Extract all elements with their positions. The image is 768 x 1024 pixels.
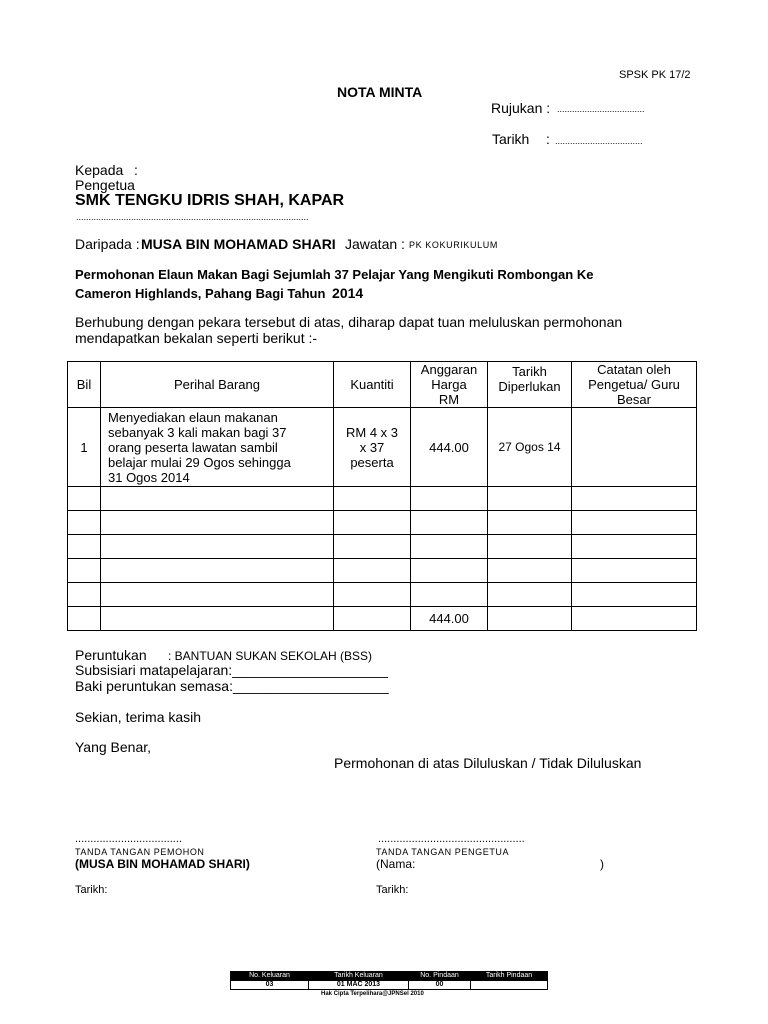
cell-perihal bbox=[101, 408, 334, 487]
table-total-row bbox=[68, 607, 697, 631]
revision-header-row bbox=[231, 972, 548, 981]
revision-value: 01 MAC 2013 bbox=[309, 981, 409, 990]
sender-name: MUSA BIN MOHAMAD SHARI bbox=[141, 236, 336, 252]
header-bil: Bil bbox=[68, 362, 101, 408]
header-harga-line: RM bbox=[438, 392, 460, 407]
revision-header: Tarikh Keluaran bbox=[309, 972, 409, 981]
revision-header: Tarikh Pindaan bbox=[471, 972, 548, 981]
daripada-label: Daripada : bbox=[75, 236, 140, 252]
subject-line-2-text: Cameron Highlands, Pahang Bagi Tahun bbox=[75, 286, 326, 301]
sekian-text: Sekian, terima kasih bbox=[75, 709, 202, 725]
approval-text: Permohonan di atas Diluluskan / Tidak Diluluskan bbox=[334, 755, 642, 771]
principal-signature-line: ................................................ bbox=[378, 833, 525, 845]
header-tarikh-line: Tarikh bbox=[512, 364, 547, 379]
document-title: NOTA MINTA bbox=[337, 84, 423, 100]
table-row-empty bbox=[68, 487, 697, 511]
cell-harga: 444.00 bbox=[411, 408, 488, 487]
perihal-line: belajar mulai 29 Ogos sehingga bbox=[108, 454, 291, 470]
header-kuantiti: Kuantiti bbox=[334, 362, 411, 408]
tarikh-label: Tarikh bbox=[492, 131, 530, 147]
revision-value: 00 bbox=[409, 981, 471, 990]
table-row-empty bbox=[68, 559, 697, 583]
applicant-name: (MUSA BIN MOHAMAD SHARI) bbox=[75, 857, 250, 871]
perihal-line: sebanyak 3 kali makan bagi 37 bbox=[108, 424, 287, 440]
perihal-line: Menyediakan elaun makanan bbox=[108, 409, 278, 425]
table-row bbox=[68, 408, 697, 487]
kepada-label: Kepada bbox=[75, 162, 124, 178]
yang-benar-text: Yang Benar, bbox=[75, 739, 152, 755]
revision-value bbox=[471, 981, 548, 990]
kuantiti-line: x 37 bbox=[359, 439, 385, 455]
header-harga-line: Harga bbox=[431, 377, 467, 392]
cell-bil: 1 bbox=[68, 408, 101, 487]
header-harga-line: Anggaran bbox=[420, 362, 478, 377]
table-row-empty bbox=[68, 583, 697, 607]
revision-header: No. Keluaran bbox=[231, 972, 309, 981]
cell-kuantiti bbox=[334, 408, 411, 487]
header-tarikh bbox=[488, 362, 572, 408]
revision-value: 03 bbox=[231, 981, 309, 990]
kuantiti-line: RM 4 x 3 bbox=[345, 424, 398, 440]
jawatan-value: PK KOKURIKULUM bbox=[409, 240, 498, 250]
subsisiari-line: ____________________ bbox=[232, 662, 388, 678]
subject-line-1: Permohonan Elaun Makan Bagi Sejumlah 37 Pelajar Yang Mengikuti Rombongan Ke bbox=[75, 267, 594, 282]
recipient-position: Pengetua bbox=[75, 177, 135, 193]
principal-nama: (Nama: bbox=[376, 857, 416, 871]
table-row-empty bbox=[68, 511, 697, 535]
cell-catatan bbox=[572, 408, 697, 487]
revision-table bbox=[230, 971, 548, 990]
applicant-signature-line: ................................... bbox=[75, 833, 182, 845]
revision-value-row bbox=[231, 981, 548, 990]
table-row-empty bbox=[68, 535, 697, 559]
header-catatan bbox=[572, 362, 697, 408]
school-dots: ............................................................................................. bbox=[76, 212, 309, 222]
subject-line-2 bbox=[75, 285, 363, 301]
baki-line: ____________________ bbox=[232, 678, 389, 694]
form-code: SPSK PK 17/2 bbox=[619, 69, 691, 81]
tarikh-dots: ................................... bbox=[555, 136, 643, 146]
peruntukan-label: Peruntukan bbox=[75, 647, 147, 663]
header-tarikh-line: Diperlukan bbox=[498, 379, 561, 394]
header-catatan-line: Besar bbox=[617, 392, 651, 407]
subsisiari-label bbox=[75, 662, 388, 678]
subject-year: 2014 bbox=[332, 285, 364, 301]
request-table bbox=[67, 361, 697, 631]
rujukan-label: Rujukan : bbox=[491, 100, 551, 116]
copyright-text: Hak Cipta Terpelihara@JPNSel 2010 bbox=[321, 991, 424, 997]
revision-header: No. Pindaan bbox=[409, 972, 471, 981]
rujukan-dots: ................................... bbox=[557, 104, 645, 114]
header-harga bbox=[411, 362, 488, 408]
school-name: SMK TENGKU IDRIS SHAH, KAPAR bbox=[75, 192, 345, 209]
header-catatan-line: Catatan oleh bbox=[597, 362, 671, 377]
kepada-colon: : bbox=[134, 162, 138, 178]
perihal-line: 31 Ogos 2014 bbox=[108, 469, 190, 485]
table-header-row bbox=[68, 362, 697, 408]
header-catatan-line: Pengetua/ Guru bbox=[588, 377, 680, 392]
intro-line-2: mendapatkan bekalan seperti berikut :- bbox=[75, 330, 318, 346]
subsisiari-text: Subsisiari matapelajaran: bbox=[75, 662, 233, 678]
peruntukan-value: : BANTUAN SUKAN SEKOLAH (BSS) bbox=[168, 649, 373, 663]
cell-total: 444.00 bbox=[411, 607, 488, 631]
tarikh-colon: : bbox=[546, 131, 550, 147]
perihal-line: orang peserta lawatan sambil bbox=[108, 439, 278, 455]
kuantiti-line: peserta bbox=[350, 454, 394, 470]
baki-label bbox=[75, 678, 389, 694]
principal-signature-label: TANDA TANGAN PENGETUA bbox=[376, 847, 510, 857]
header-perihal: Perihal Barang bbox=[101, 362, 334, 408]
baki-text: Baki peruntukan semasa: bbox=[75, 678, 233, 694]
intro-line-1: Berhubung dengan pekara tersebut di atas, diharap dapat tuan meluluskan permohonan bbox=[75, 314, 623, 330]
jawatan-label: Jawatan : bbox=[345, 236, 405, 252]
principal-nama-close: ) bbox=[600, 857, 604, 871]
applicant-tarikh: Tarikh: bbox=[75, 884, 108, 896]
cell-tarikh: 27 Ogos 14 bbox=[488, 408, 572, 487]
principal-tarikh: Tarikh: bbox=[376, 884, 409, 896]
applicant-signature-label: TANDA TANGAN PEMOHON bbox=[75, 847, 205, 857]
